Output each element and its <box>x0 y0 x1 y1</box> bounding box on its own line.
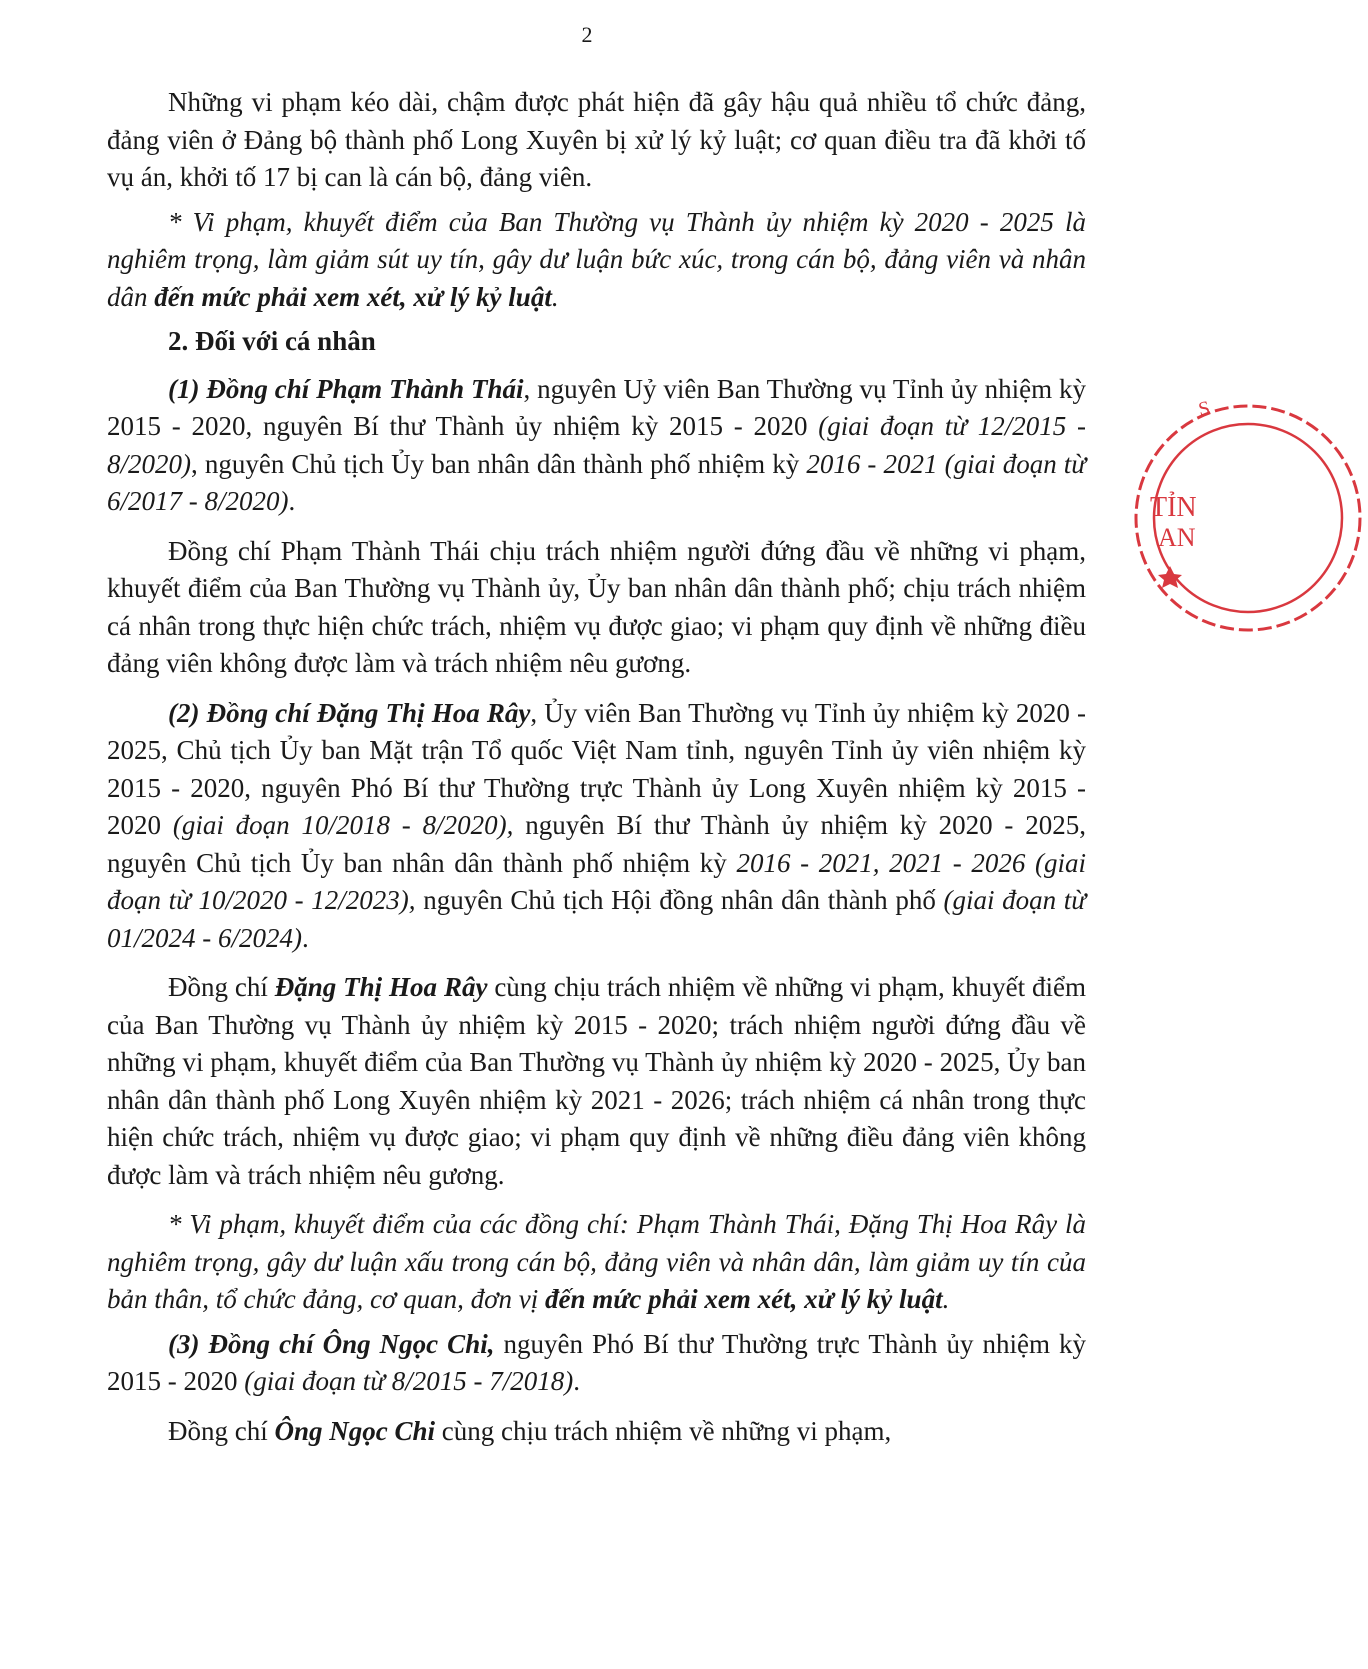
red-seal-stamp <box>1128 398 1368 638</box>
conclusion-1-bold: đến mức phải xem xét, xử lý kỷ luật <box>154 281 552 312</box>
paragraph-person-1 <box>107 371 1086 521</box>
person-1-name: (1) Đồng chí Phạm Thành Thái <box>168 373 524 404</box>
person-3-text-1: nguyên Phó Bí thư Thường trực Thành ủy nhiệm kỳ 2015 - 2020 <box>107 1328 1087 1396</box>
person-2-period-3: (giai đoạn từ 01/2024 - 6/2024) <box>107 885 1087 953</box>
conclusion-2-italic: * Vi phạm, khuyết điểm của các đồng chí: Phạm Thành Thái, Đặng Thị Hoa Rây là nghiêm trọng, gây dư luận xấu trong cán bộ, đảng viên và nhân dân, làm giảm uy tín của bản thân, tổ chức đảng, cơ quan, đơn vị <box>107 1209 1086 1314</box>
conclusion-1-italic: * Vi phạm, khuyết điểm của Ban Thường vụ Thành ủy nhiệm kỳ 2020 - 2025 là nghiêm trọng, làm giảm sút uy tín, gây dư luận bức xúc, trong cán bộ, đảng viên và nhân dân <box>107 206 1086 312</box>
stamp-line-1: TỈN <box>1150 492 1197 523</box>
document-body <box>107 84 1086 1462</box>
paragraph-conclusion-2 <box>107 1206 1086 1319</box>
paragraph-violations: Những vi phạm kéo dài, chậm được phát hiện đã gây hậu quả nhiều tổ chức đảng, đảng viên ở Đảng bộ thành phố Long Xuyên bị xử lý kỷ luật; cơ quan điều tra đã khởi tố vụ án, khởi tố 17 bị can là cán bộ, đảng viên. <box>107 87 1086 192</box>
person-3-end: . <box>573 1366 580 1396</box>
page-number: 2 <box>581 22 593 47</box>
paragraph-person-1-responsibility: Đồng chí Phạm Thành Thái chịu trách nhiệm người đứng đầu về những vi phạm, khuyết điểm của Ban Thường vụ Thành ủy, Ủy ban nhân dân thành phố; chịu trách nhiệm cá nhân trong thực hiện chức trách, nhiệm vụ được giao; vi phạm quy định về những điều đảng viên không được làm và trách nhiệm nêu gương. <box>107 535 1086 678</box>
person-1-text-1: , nguyên Uỷ viên Ban Thường vụ Tỉnh ủy nhiệm kỳ 2015 - 2020, nguyên Bí thư Thành ủy nhiệm kỳ 2015 - 2020 <box>107 373 1086 441</box>
person-2-period-1: (giai đoạn 10/2018 - 8/2020), <box>172 810 514 840</box>
person-1-text-2: , nguyên Chủ tịch Ủy ban nhân dân thành phố nhiệm kỳ <box>191 448 800 479</box>
person-2-text-3: nguyên Chủ tịch Hội đồng nhân dân thành phố <box>423 885 936 915</box>
section-heading <box>107 323 1086 361</box>
stamp-star <box>1158 566 1182 588</box>
conclusion-1-end: . <box>551 281 559 312</box>
paragraph-person-3 <box>107 1326 1086 1401</box>
person-1-end: . <box>288 486 296 516</box>
paragraph-conclusion-1 <box>107 204 1086 317</box>
paragraph-person-2 <box>107 695 1086 958</box>
person-3-period: (giai đoạn từ 8/2015 - 7/2018) <box>244 1366 574 1396</box>
person-2-end: . <box>302 922 309 953</box>
section-heading-text: 2. Đối với cá nhân <box>168 326 376 356</box>
person-2-name: (2) Đồng chí Đặng Thị Hoa Rây <box>168 697 531 728</box>
person-1-period-1: (giai đoạn từ 12/2015 - 8/2020) <box>107 411 1087 479</box>
conclusion-2-end: . <box>942 1284 950 1314</box>
person-2-resp-text-1: Đồng chí <box>168 972 268 1002</box>
stamp-line-2: AN <box>1158 523 1196 552</box>
paragraph-person-3-responsibility <box>107 1413 1086 1451</box>
person-3-name: (3) Đồng chí Ông Ngọc Chi, <box>168 1328 495 1359</box>
person-2-text-2: nguyên Bí thư Thành ủy nhiệm kỳ 2020 - 2025, nguyên Chủ tịch Ủy ban nhân dân thành phố nhiệm kỳ <box>107 810 1086 878</box>
person-2-resp-text-2: cùng chịu trách nhiệm về những vi phạm, khuyết điểm của Ban Thường vụ Thành ủy nhiệm kỳ 2015 - 2020; trách nhiệm người đứng đầu về những vi phạm, khuyết điểm của Ban Thường vụ Thành ủy nhiệm kỳ 2020 - 2025, Ủy ban nhân dân thành phố Long Xuyên nhiệm kỳ 2021 - 2026; trách nhiệm cá nhân trong thực hiện chức trách, nhiệm vụ được giao; vi phạm quy định về những điều đảng viên không được làm và trách nhiệm nêu gương. <box>107 972 1087 1190</box>
person-3-resp-text-1: Đồng chí <box>168 1415 268 1446</box>
person-2-resp-name: Đặng Thị Hoa Rây <box>274 972 488 1002</box>
person-1-period-2: 2016 - 2021 (giai đoạn từ 6/2017 - 8/2020) <box>107 448 1087 516</box>
stamp-letter-top: S <box>1196 397 1212 421</box>
person-2-text-1: , Ủy viên Ban Thường vụ Tỉnh ủy nhiệm kỳ 2020 - 2025, Chủ tịch Ủy ban Mặt trận Tổ quốc Việt Nam tỉnh, nguyên Tỉnh ủy viên nhiệm kỳ 2015 - 2020, nguyên Phó Bí thư Thường trực Thành ủy Long Xuyên nhiệm kỳ 2015 - 2020 <box>107 697 1086 840</box>
person-3-resp-text-2: cùng chịu trách nhiệm về những vi phạm, <box>441 1415 892 1446</box>
person-3-resp-name: Ông Ngọc Chi <box>274 1415 436 1446</box>
conclusion-2-bold: đến mức phải xem xét, xử lý kỷ luật <box>545 1284 943 1314</box>
person-2-period-2: 2016 - 2021, 2021 - 2026 (giai đoạn từ 10/2020 - 12/2023), <box>107 847 1086 915</box>
paragraph-person-2-responsibility <box>107 969 1086 1194</box>
